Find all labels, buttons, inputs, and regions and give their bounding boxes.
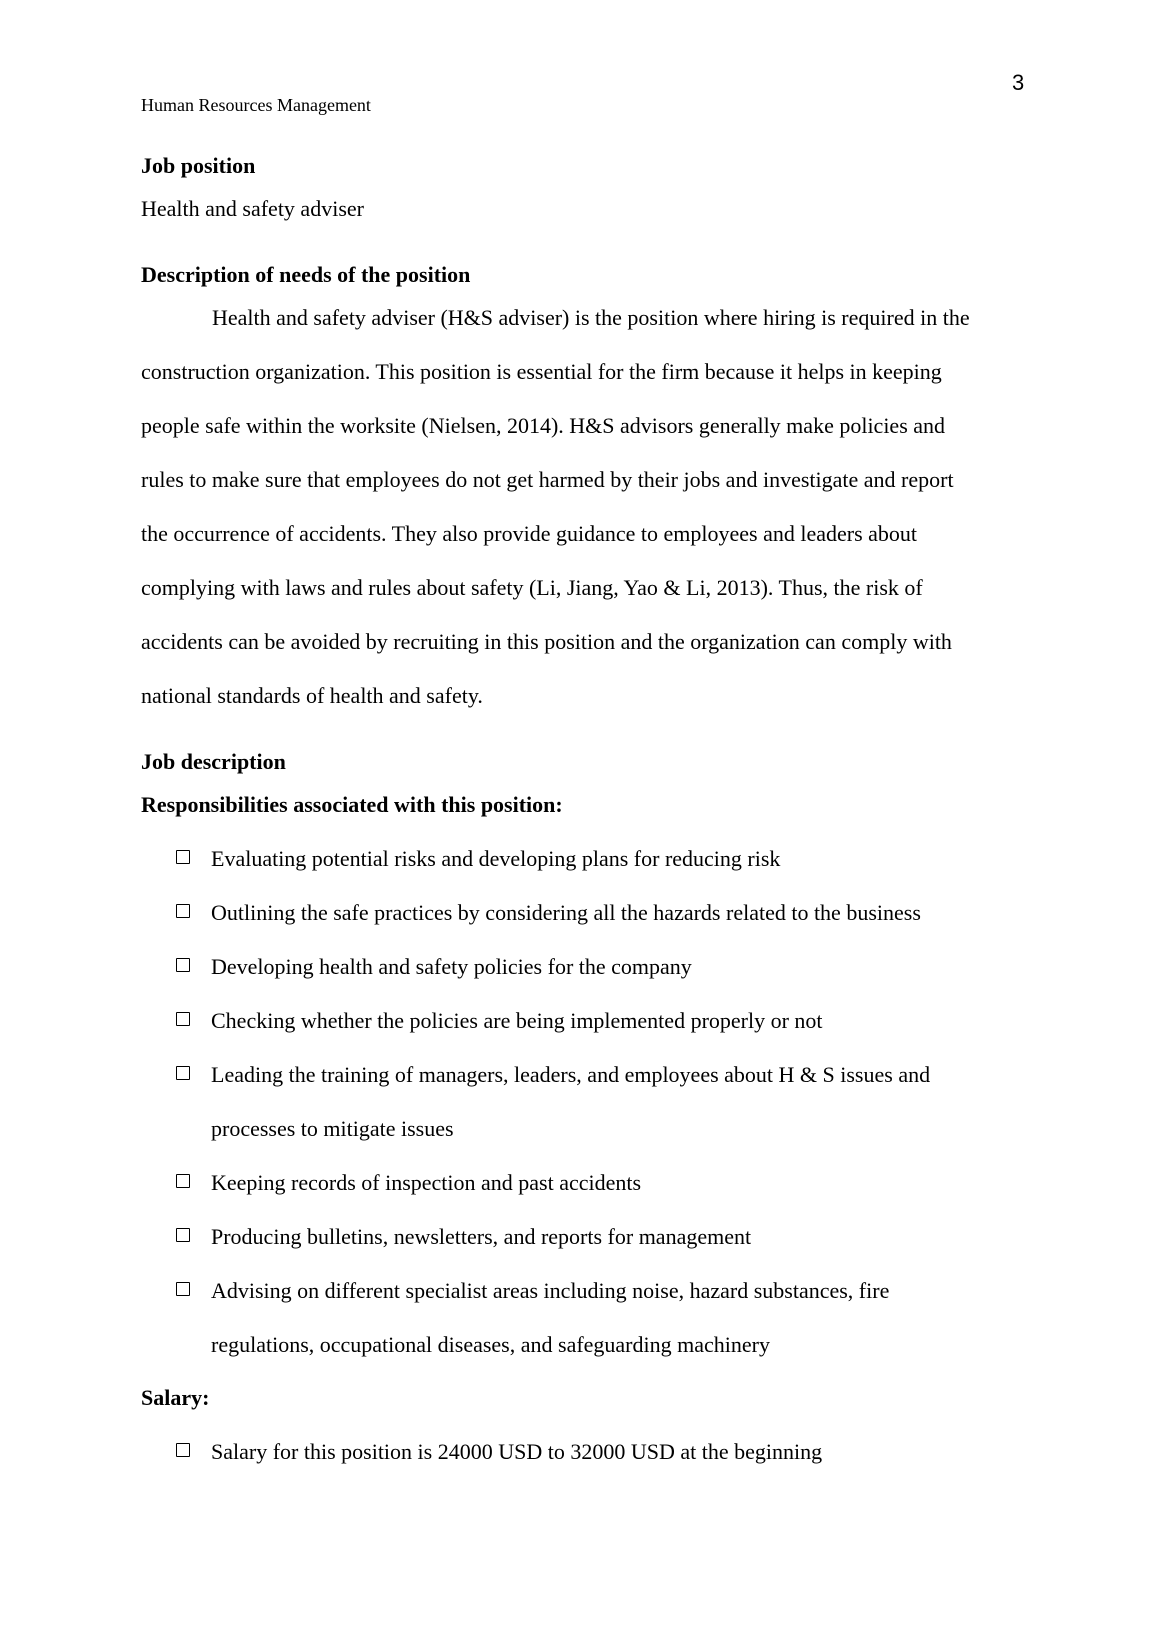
job-position-heading: Job position [141, 153, 256, 178]
paragraph-line: Health and safety adviser (H&S adviser) is the position where hiring is required in the [212, 305, 970, 330]
job-position-value: Health and safety adviser [141, 196, 364, 221]
list-item-text: Outlining the safe practices by considering all the hazards related to the business [211, 900, 921, 925]
paragraph-line: accidents can be avoided by recruiting in this position and the organization can comply with [141, 629, 952, 654]
checkbox-bullet-icon [176, 904, 190, 918]
paragraph-line: national standards of health and safety. [141, 683, 483, 708]
paragraph-line: construction organization. This position is essential for the firm because it helps in keeping [141, 359, 942, 384]
checkbox-bullet-icon [176, 1443, 190, 1457]
checkbox-bullet-icon [176, 850, 190, 864]
page-number: 3 [1012, 70, 1025, 95]
checkbox-bullet-icon [176, 958, 190, 972]
paragraph-line: the occurrence of accidents. They also provide guidance to employees and leaders about [141, 521, 918, 546]
needs-heading: Description of needs of the position [141, 262, 471, 287]
paragraph-line: complying with laws and rules about safety (Li, Jiang, Yao & Li, 2013). Thus, the risk of [141, 575, 923, 600]
list-item-text: Producing bulletins, newsletters, and reports for management [211, 1224, 752, 1249]
paragraph-line: people safe within the worksite (Nielsen, 2014). H&S advisors generally make policies and [141, 413, 946, 438]
list-item-text: Evaluating potential risks and developing plans for reducing risk [211, 846, 781, 871]
list-item-text: Advising on different specialist areas including noise, hazard substances, fire [211, 1278, 890, 1303]
list-item-text: Checking whether the policies are being implemented properly or not [211, 1008, 823, 1033]
checkbox-bullet-icon [176, 1282, 190, 1296]
list-item-text-continued: processes to mitigate issues [211, 1116, 454, 1141]
job-description-heading: Job description [141, 749, 286, 774]
list-item-text: Salary for this position is 24000 USD to 32000 USD at the beginning [211, 1439, 823, 1464]
list-item-text: Keeping records of inspection and past accidents [211, 1170, 642, 1195]
checkbox-bullet-icon [176, 1066, 190, 1080]
list-item-text-continued: regulations, occupational diseases, and safeguarding machinery [211, 1332, 770, 1357]
salary-heading: Salary: [141, 1385, 210, 1410]
checkbox-bullet-icon [176, 1228, 190, 1242]
checkbox-bullet-icon [176, 1174, 190, 1188]
responsibilities-heading: Responsibilities associated with this position: [141, 792, 563, 817]
paragraph-line: rules to make sure that employees do not get harmed by their jobs and investigate and report [141, 467, 954, 492]
list-item-text: Developing health and safety policies for the company [211, 954, 692, 979]
running-head: Human Resources Management [141, 95, 371, 115]
list-item-text: Leading the training of managers, leaders, and employees about H & S issues and [211, 1062, 931, 1087]
checkbox-bullet-icon [176, 1012, 190, 1026]
